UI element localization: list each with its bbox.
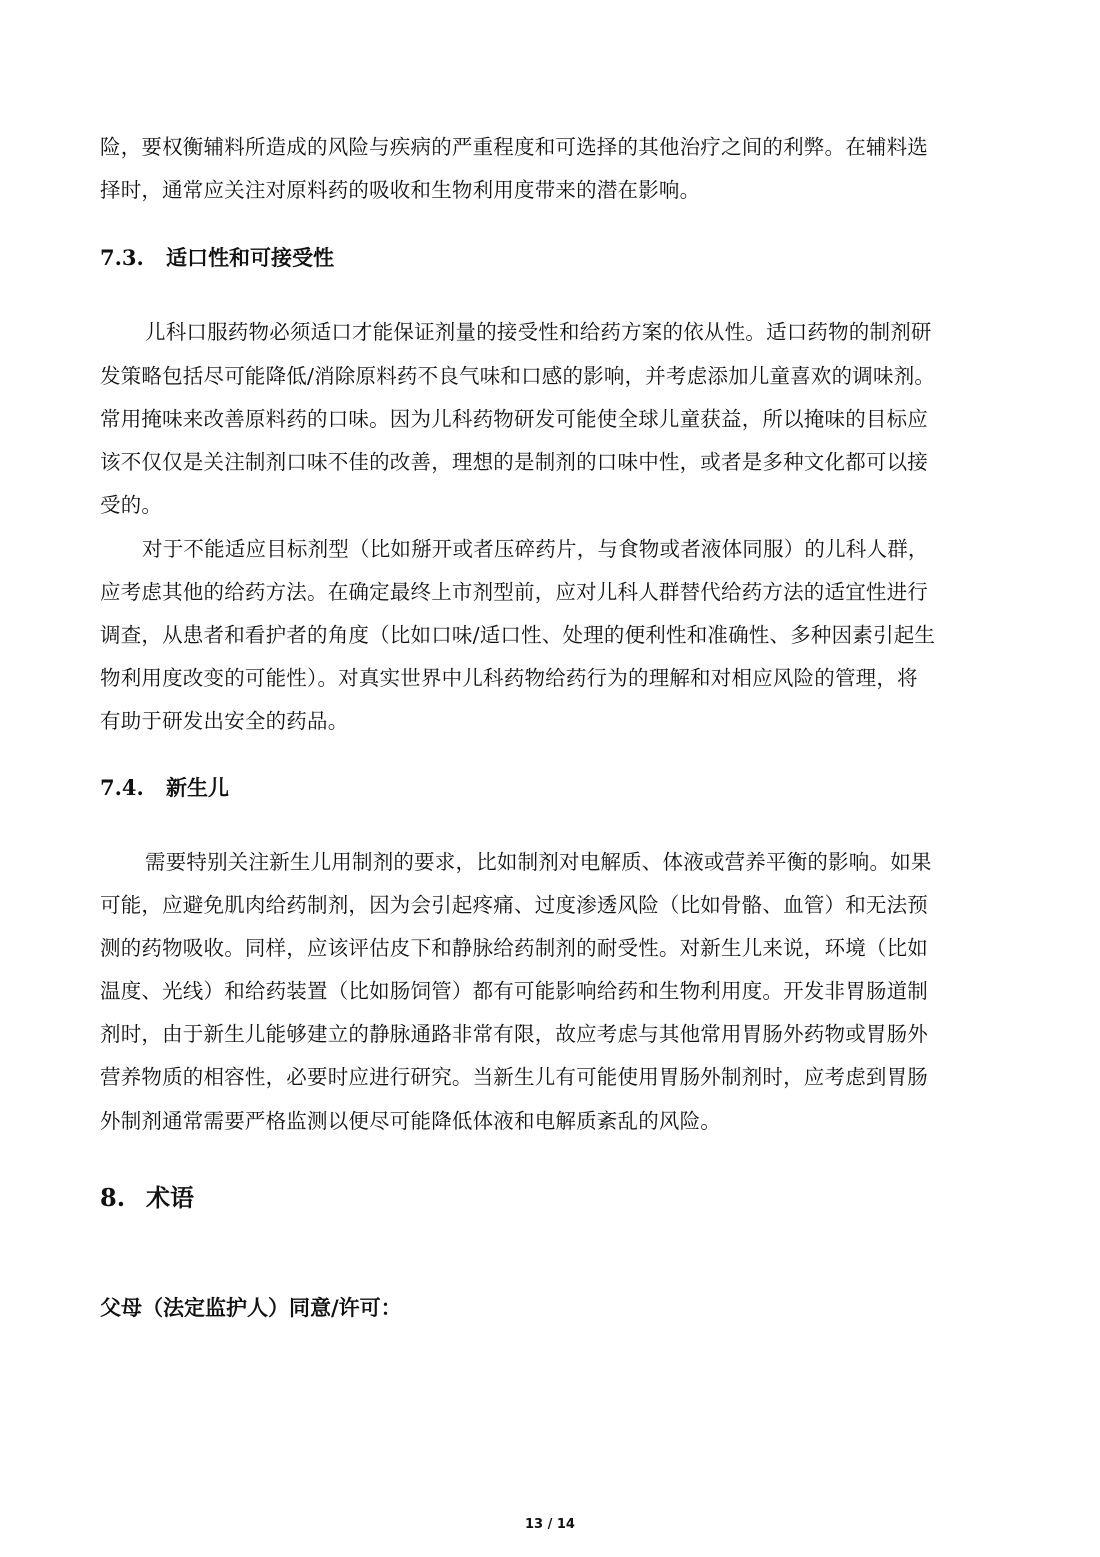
page-number: 13 / 14 <box>525 1517 575 1532</box>
paragraph-line: 有助于研发出安全的药品。 <box>100 709 349 733</box>
paragraph-line: 对于不能适应目标剂型（比如掰开或者压碎药片，与食物或者液体同服）的儿科人群， <box>142 537 929 561</box>
paragraph-line: 发策略包括尽可能降低/消除原料药不良气味和口感的影响，并考虑添加儿童喜欢的调味剂。 <box>100 364 936 388</box>
paragraph-line: 物利用度改变的可能性）。对真实世界中儿科药物给药行为的理解和对相应风险的管理，将 <box>100 666 918 690</box>
section-heading-7-4 <box>100 774 229 802</box>
paragraph-line: 外制剂通常需要严格监测以便尽可能降低体液和电解质紊乱的风险。 <box>100 1109 721 1133</box>
paragraph-line: 营养物质的相容性，必要时应进行研究。当新生儿有可能使用胃肠外制剂时，应考虑到胃肠 <box>100 1065 928 1089</box>
paragraph-line: 儿科口服药物必须适口才能保证剂量的接受性和给药方案的依从性。适口药物的制剂研 <box>145 320 932 344</box>
section-title: 新生儿 <box>166 775 229 800</box>
paragraph-line: 温度、光线）和给药装置（比如肠饲管）都有可能影响给药和生物利用度。开发非胃肠道制 <box>100 979 928 1003</box>
paragraph-line: 受的。 <box>100 493 163 517</box>
paragraph-line: 测的药物吸收。同样，应该评估皮下和静脉给药制剂的耐受性。对新生儿来说，环境（比如 <box>100 936 928 960</box>
paragraph-line: 该不仅仅是关注制剂口味不佳的改善，理想的是制剂的口味中性，或者是多种文化都可以接 <box>100 450 928 474</box>
paragraph-line: 常用掩味来改善原料药的口味。因为儿科药物研发可能使全球儿童获益，所以掩味的目标应 <box>100 407 928 431</box>
paragraph-line: 险，要权衡辅料所造成的风险与疾病的严重程度和可选择的其他治疗之间的利弊。在辅料选 <box>100 135 928 159</box>
section-number: 7.4. <box>100 775 144 800</box>
paragraph-line: 调查，从患者和看护者的角度（比如口味/适口性、处理的便利性和准确性、多种因素引起生 <box>100 623 936 647</box>
paragraph-line: 剂时，由于新生儿能够建立的静脉通路非常有限，故应考虑与其他常用胃肠外药物或胃肠外 <box>100 1022 928 1046</box>
paragraph-line: 需要特别关注新生儿用制剂的要求，比如制剂对电解质、体液或营养平衡的影响。如果 <box>145 850 932 874</box>
paragraph-line: 应考虑其他的给药方法。在确定最终上市剂型前，应对儿科人群替代给药方法的适宜性进行 <box>100 580 928 604</box>
section-title: 术语 <box>146 1183 194 1212</box>
term-heading: 父母（法定监护人）同意/许可： <box>100 1295 402 1320</box>
section-heading-8 <box>100 1184 194 1212</box>
section-heading-7-3 <box>100 244 334 272</box>
section-number: 8. <box>100 1183 126 1212</box>
paragraph-line: 可能，应避免肌肉给药制剂，因为会引起疼痛、过度渗透风险（比如骨骼、血管）和无法预 <box>100 893 928 917</box>
section-number: 7.3. <box>100 245 144 270</box>
section-title: 适口性和可接受性 <box>166 245 334 270</box>
paragraph-line: 择时，通常应关注对原料药的吸收和生物利用度带来的潜在影响。 <box>100 178 701 202</box>
